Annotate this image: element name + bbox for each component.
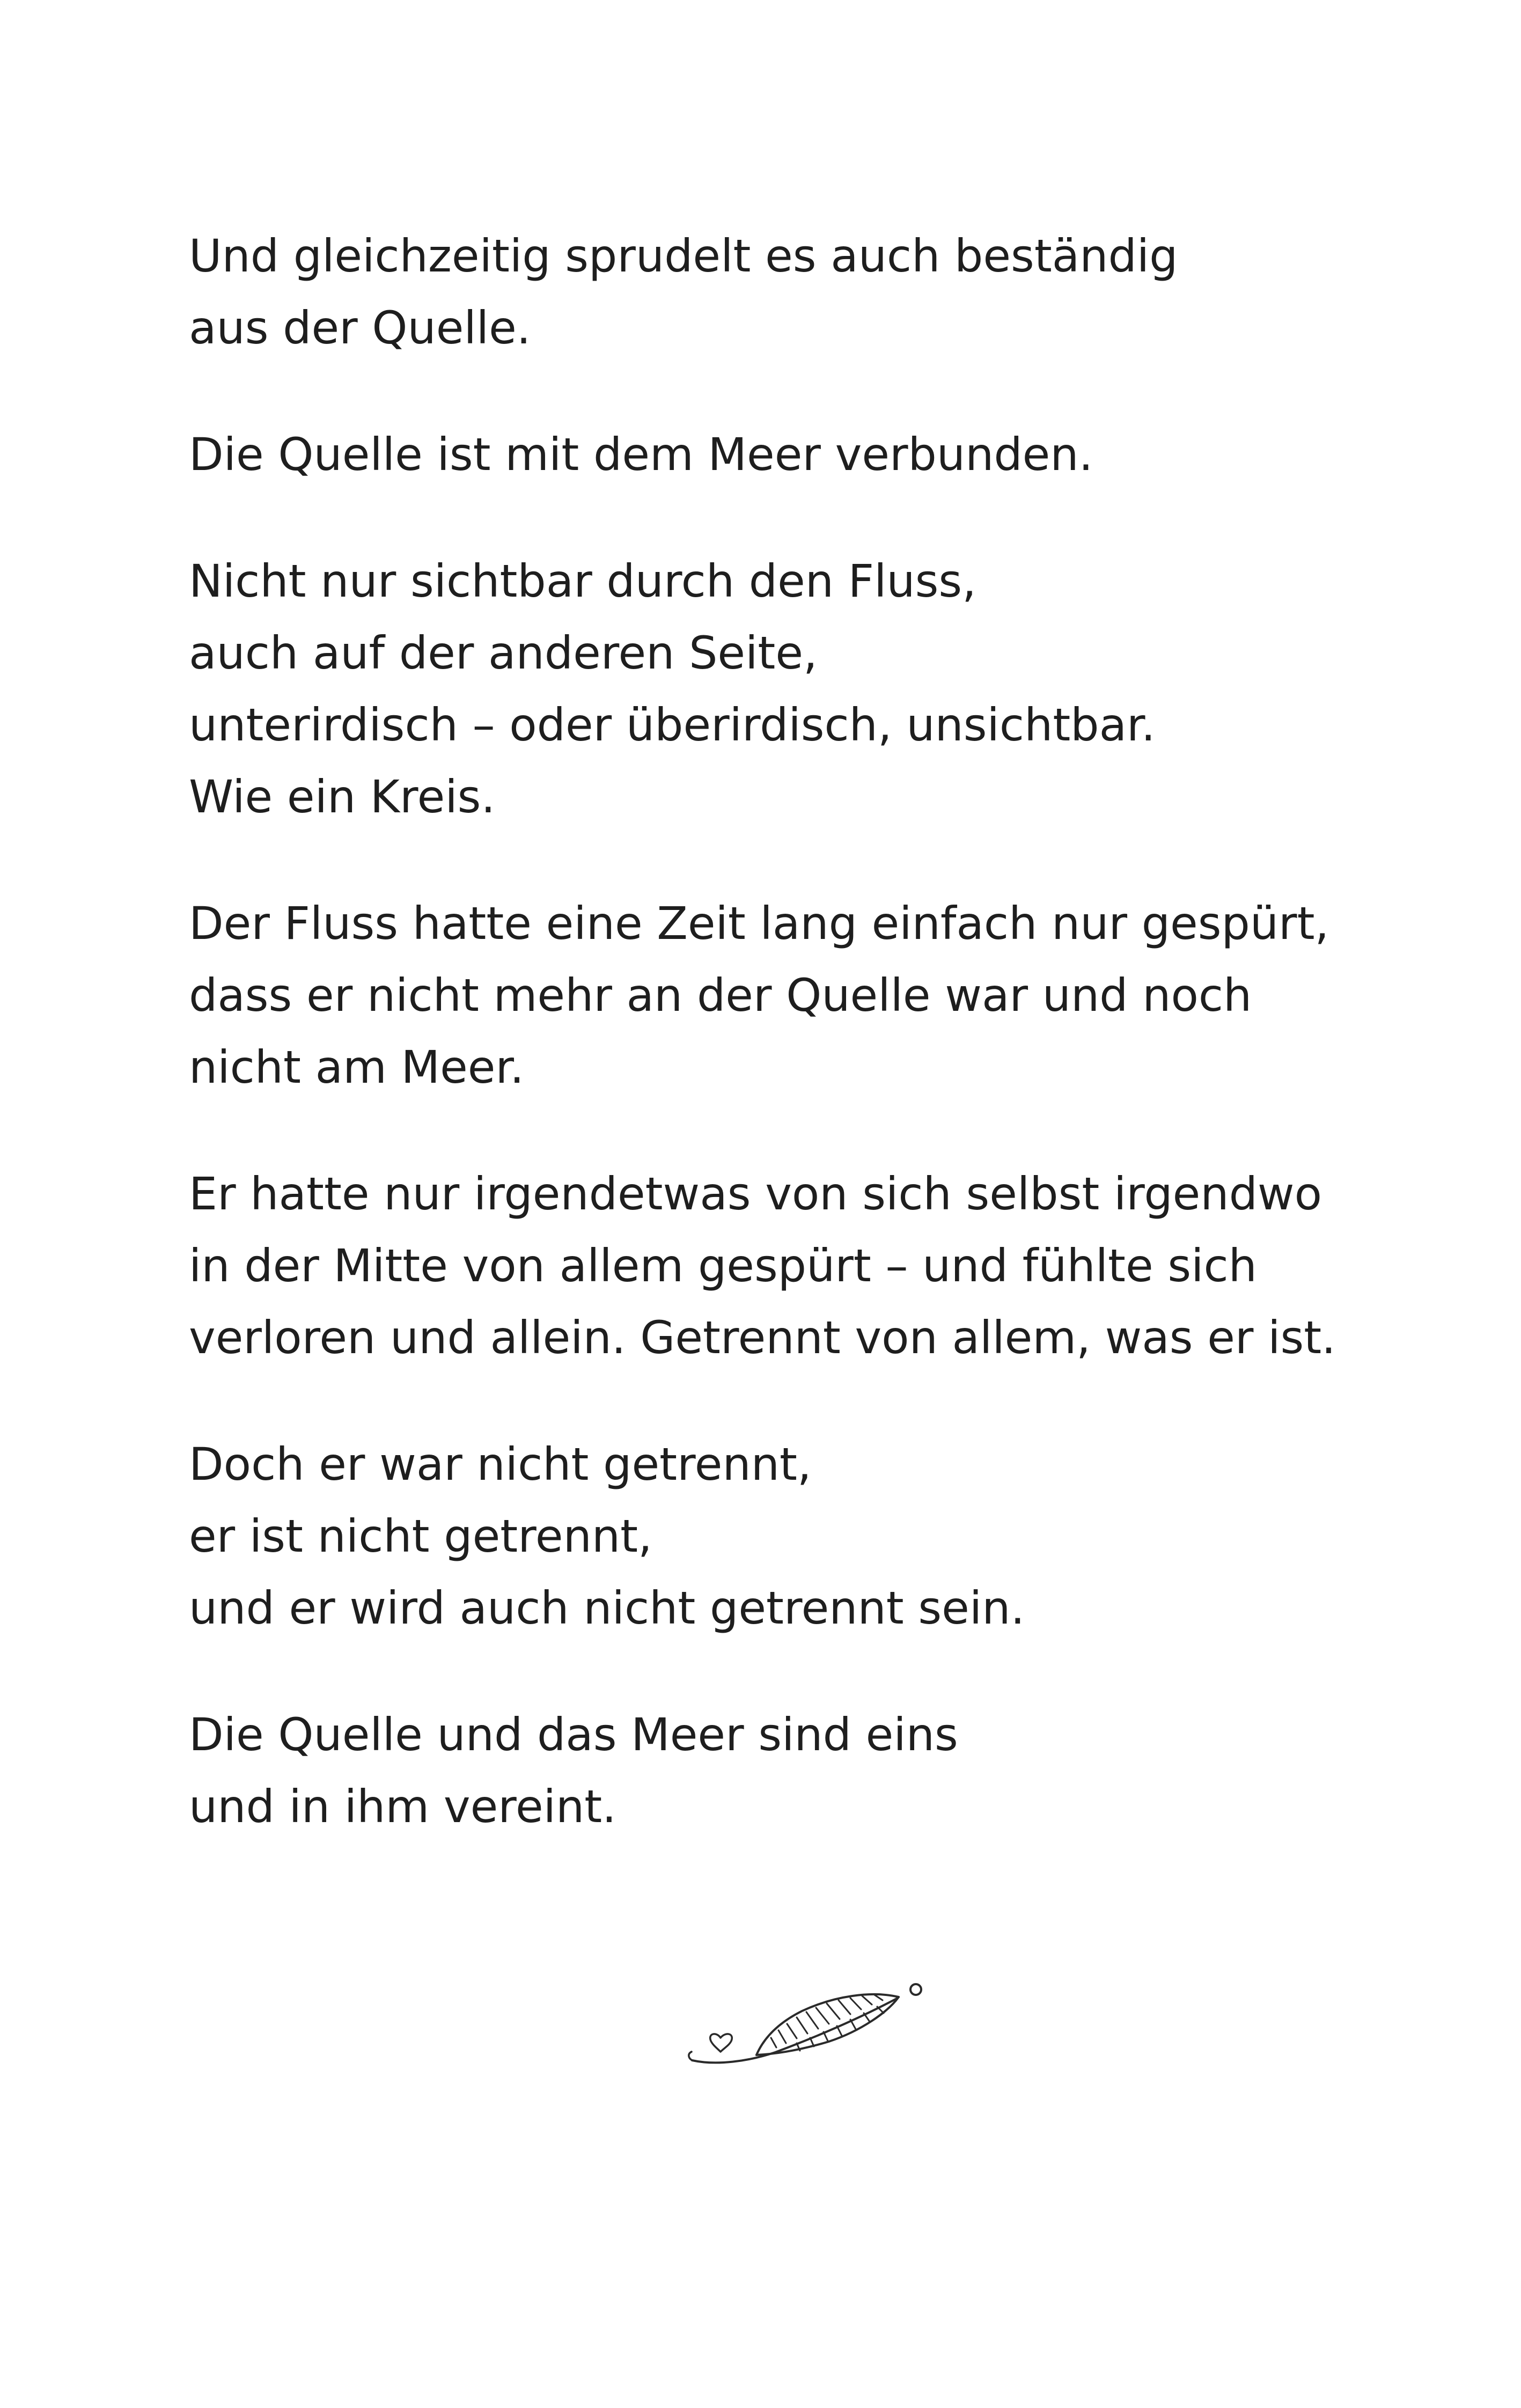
poem-line: unterirdisch – oder überirdisch, unsichtbar.: [189, 699, 1156, 751]
poem-line: Wie ein Kreis.: [189, 770, 496, 823]
feather-heart-icon: [684, 1980, 936, 2076]
stanza-6: [189, 1428, 1369, 1644]
poem-line: Und gleichzeitig sprudelt es auch beständig: [189, 230, 1178, 282]
poem-line: und er wird auch nicht getrennt sein.: [189, 1582, 1025, 1634]
poem-text: [189, 220, 1369, 1842]
poem-line: Die Quelle ist mit dem Meer verbunden.: [189, 428, 1093, 481]
poem-line: Die Quelle und das Meer sind eins: [189, 1708, 958, 1761]
stanza-3: [189, 545, 1369, 833]
stanza-2: [189, 419, 1369, 490]
poem-line: Der Fluss hatte eine Zeit lang einfach nur gespürt,: [189, 897, 1329, 950]
stanza-5: [189, 1158, 1369, 1374]
poem-line: Nicht nur sichtbar durch den Fluss,: [189, 555, 976, 607]
poem-line: dass er nicht mehr an der Quelle war und noch: [189, 969, 1252, 1022]
poem-line: verloren und allein. Getrennt von allem, was er ist.: [189, 1311, 1336, 1364]
poem-line: Er hatte nur irgendetwas von sich selbst irgendwo: [189, 1168, 1322, 1220]
poem-line: Doch er war nicht getrennt,: [189, 1438, 812, 1491]
poem-line: und in ihm vereint.: [189, 1780, 616, 1833]
stanza-1: [189, 220, 1369, 364]
stanza-7: [189, 1699, 1369, 1842]
poem-line: aus der Quelle.: [189, 302, 531, 354]
poem-line: in der Mitte von allem gespürt – und fühlte sich: [189, 1239, 1257, 1292]
poem-line: er ist nicht getrennt,: [189, 1510, 652, 1562]
poem-line: nicht am Meer.: [189, 1041, 524, 1093]
poem-line: auch auf der anderen Seite,: [189, 627, 818, 679]
stanza-4: [189, 887, 1369, 1103]
